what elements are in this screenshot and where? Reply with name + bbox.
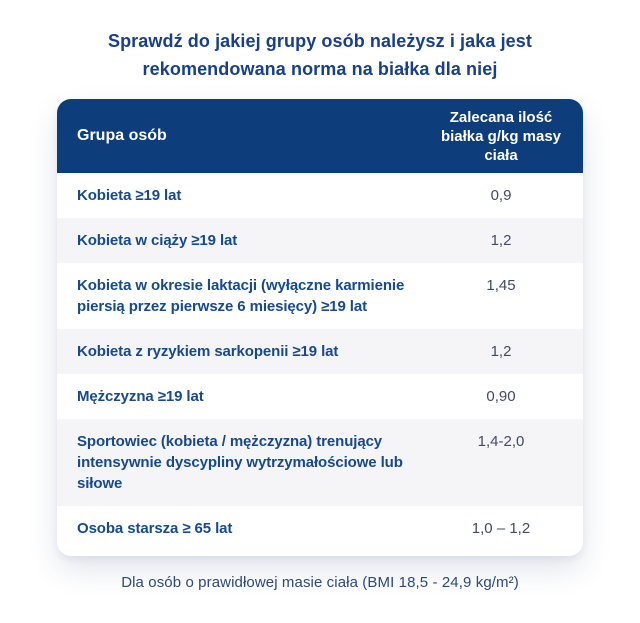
page-title-line-2: rekomendowana norma na białka dla niej: [142, 59, 498, 79]
protein-table-card: [57, 99, 583, 556]
table-row: [57, 374, 583, 419]
page-title-line-1: Sprawdź do jakiej grupy osób należysz i jaka jest: [107, 31, 533, 51]
value-cell: 0,90: [486, 388, 516, 405]
value-cell: 0,9: [490, 187, 512, 204]
group-cell: Osoba starsza ≥ 65 lat: [77, 520, 233, 537]
table-row: [57, 173, 583, 218]
table-row: [57, 263, 583, 329]
table-row: [57, 218, 583, 263]
value-cell: 1,2: [490, 232, 512, 249]
footnote: Dla osób o prawidłowej masie ciała (BMI 18,5 - 24,9 kg/m²): [121, 574, 519, 591]
group-cell: Kobieta w ciąży ≥19 lat: [77, 232, 238, 249]
value-cell: 1,45: [486, 277, 516, 294]
table-row: [57, 419, 583, 506]
value-cell: 1,4-2,0: [477, 433, 525, 450]
table-body: [57, 173, 583, 556]
group-cell: Kobieta z ryzykiem sarkopenii ≥19 lat: [77, 343, 339, 360]
value-cell: 1,0 – 1,2: [471, 520, 531, 537]
group-cell: Kobieta ≥19 lat: [77, 187, 182, 204]
protein-infographic: [0, 27, 640, 623]
table-row: [57, 329, 583, 374]
page-title: [0, 27, 640, 83]
value-cell: 1,2: [490, 343, 512, 360]
column-header-recommended-amount: Zalecana ilość białka g/kg masy ciała: [440, 108, 562, 164]
table-header-row: [57, 99, 583, 173]
group-cell: Sportowiec (kobieta / mężczyzna) trenujący intensywnie dyscypliny wytrzymałościowe lub siłowe: [77, 433, 403, 492]
column-header-group: Grupa osób: [77, 127, 167, 144]
group-cell: Mężczyzna ≥19 lat: [77, 388, 204, 405]
table-row: [57, 506, 583, 551]
group-cell: Kobieta w okresie laktacji (wyłączne karmienie piersią przez pierwsze 6 miesięcy) ≥19 lat: [77, 277, 405, 315]
